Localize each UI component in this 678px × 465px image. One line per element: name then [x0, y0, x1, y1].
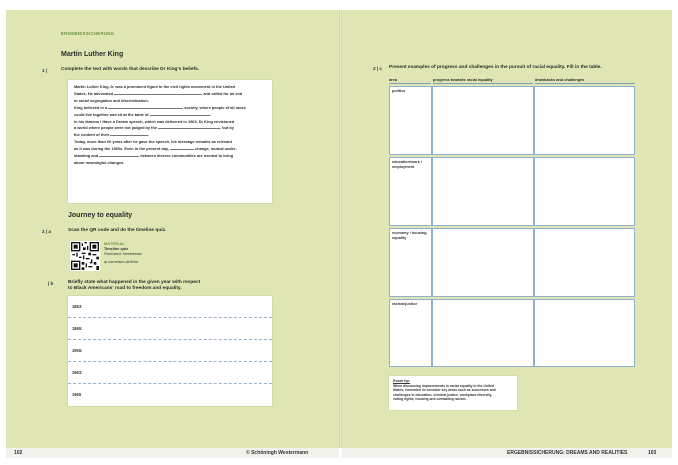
text-fragment: and called for an end [203, 90, 243, 96]
material-password: Password: freeedream [104, 252, 143, 256]
year-label: 1865: [72, 326, 83, 331]
text-fragment: could live together and sit at the table of [74, 111, 149, 117]
exam-tip-line: voting rights, housing and combating racism. [393, 396, 467, 401]
task-number: | b [48, 281, 54, 286]
year-label: 1863: [72, 304, 83, 309]
table-input-cell[interactable] [534, 228, 635, 297]
blank-field[interactable] [170, 146, 194, 150]
text-fragment: as it was during the 1960s. Even in the present day, [74, 146, 169, 152]
task-number: 2 | c [373, 66, 382, 71]
table-area-cell: politics [389, 86, 432, 155]
text-fragment: , but by [220, 125, 234, 131]
table-input-cell[interactable] [432, 157, 534, 226]
task-instruction: to Black Americans' road to freedom and equality. [68, 286, 182, 291]
blank-field[interactable] [108, 105, 183, 109]
task-instruction: Briefly state what happened in the given year with respect [68, 280, 201, 285]
qr-code-icon [71, 242, 99, 270]
text-fragment: between diverse communities are needed to bring [140, 153, 233, 159]
table-header: progress towards racial equality [433, 76, 533, 84]
right-footer [342, 448, 672, 458]
cloze-text-box [68, 80, 272, 203]
blank-field[interactable] [99, 153, 139, 157]
material-code[interactable]: qr.cornelsen.de/tl4ut [104, 260, 139, 264]
material-label: MATERIAL [104, 242, 125, 246]
page-title: Martin Luther King [61, 51, 124, 58]
text-fragment: the content of their [74, 132, 110, 138]
year-label: 1965 [72, 392, 82, 397]
table-input-cell[interactable] [534, 157, 635, 226]
task-number: 2 | a [42, 229, 51, 234]
task-instruction: Present examples of progress and challenges in the pursuit of racial equality. Fill in the table. [389, 65, 602, 70]
year-label: 1955: [72, 348, 83, 353]
blank-field[interactable] [158, 125, 220, 129]
text-line: In his famous I Have a Dream speech, which was delivered in 1963, Dr King envisioned [74, 118, 235, 124]
task-instruction: Complete the text with words that describe Dr King's beliefs. [61, 67, 200, 72]
material-title: Timeline quiz [104, 247, 128, 251]
text-fragment: States. He advocated [74, 90, 114, 96]
text-fragment: society, where people of all races [184, 104, 246, 110]
timeline-row[interactable] [68, 340, 272, 362]
table-area-cell: economy / housing equality [389, 228, 432, 297]
text-fragment: . [148, 132, 150, 138]
exam-tip-title: Exam tip: [393, 379, 411, 383]
blank-field[interactable] [114, 91, 202, 95]
timeline-row[interactable] [68, 296, 272, 318]
table-area-cell: racism/justice [389, 299, 432, 367]
task-instruction: Scan the QR code and do the timeline quiz. [68, 228, 167, 233]
text-fragment: change, mutual under- [195, 146, 237, 152]
exam-tip-line: When discussing improvements in racial equality in the United [393, 384, 494, 388]
timeline-row[interactable] [68, 362, 272, 384]
table-header: area [389, 76, 431, 84]
text-fragment: a world where people were not judged by the [74, 125, 158, 131]
text-line: Today, more than 60 years after he gave the speech, his message remains as relevant [74, 139, 232, 145]
blank-field[interactable] [110, 132, 148, 136]
text-line: to racial segregation and discrimination. [74, 97, 149, 103]
text-fragment: King believed in a [74, 104, 108, 110]
table-input-cell[interactable] [432, 299, 534, 367]
chapter-title: ERGEBNISSICHERUNG: DREAMS AND REALITIES [507, 450, 628, 456]
left-footer [6, 448, 339, 458]
text-line: about meaningful changes. [74, 159, 125, 165]
timeline-row[interactable] [68, 318, 272, 340]
publisher-mark: © Schöningh Westermann [246, 450, 309, 456]
blank-field[interactable] [150, 112, 210, 116]
table-header: drawbacks and challenges [535, 76, 635, 84]
timeline-answer-box [68, 296, 272, 406]
year-label: 1963: [72, 370, 83, 375]
exam-tip-box [389, 376, 517, 410]
task-number: 1 | [42, 68, 48, 73]
progress-table [389, 76, 635, 367]
section-label: ERGEBNISSICHERUNG [61, 31, 115, 36]
text-fragment: standing and [74, 153, 99, 159]
table-input-cell[interactable] [432, 228, 534, 297]
table-input-cell[interactable] [432, 86, 534, 155]
text-fragment: . [209, 111, 211, 117]
table-area-cell: education/work / employment [389, 157, 432, 226]
exam-tip-line: challenges in education, criminal justice, workplace diversity, [393, 392, 493, 397]
text-line: Martin Luther King Jr. was a prominent figure in the civil rights movement in the United [74, 84, 236, 89]
qr-code[interactable] [70, 241, 100, 271]
page-number: 102 [14, 450, 23, 456]
timeline-row[interactable] [68, 384, 272, 406]
section-subtitle: Journey to equality [68, 212, 133, 219]
table-input-cell[interactable] [534, 86, 635, 155]
exam-tip-line: States, remember to consider key areas such as successes and [393, 388, 496, 393]
table-input-cell[interactable] [534, 299, 635, 367]
page-number: 103 [648, 450, 657, 456]
